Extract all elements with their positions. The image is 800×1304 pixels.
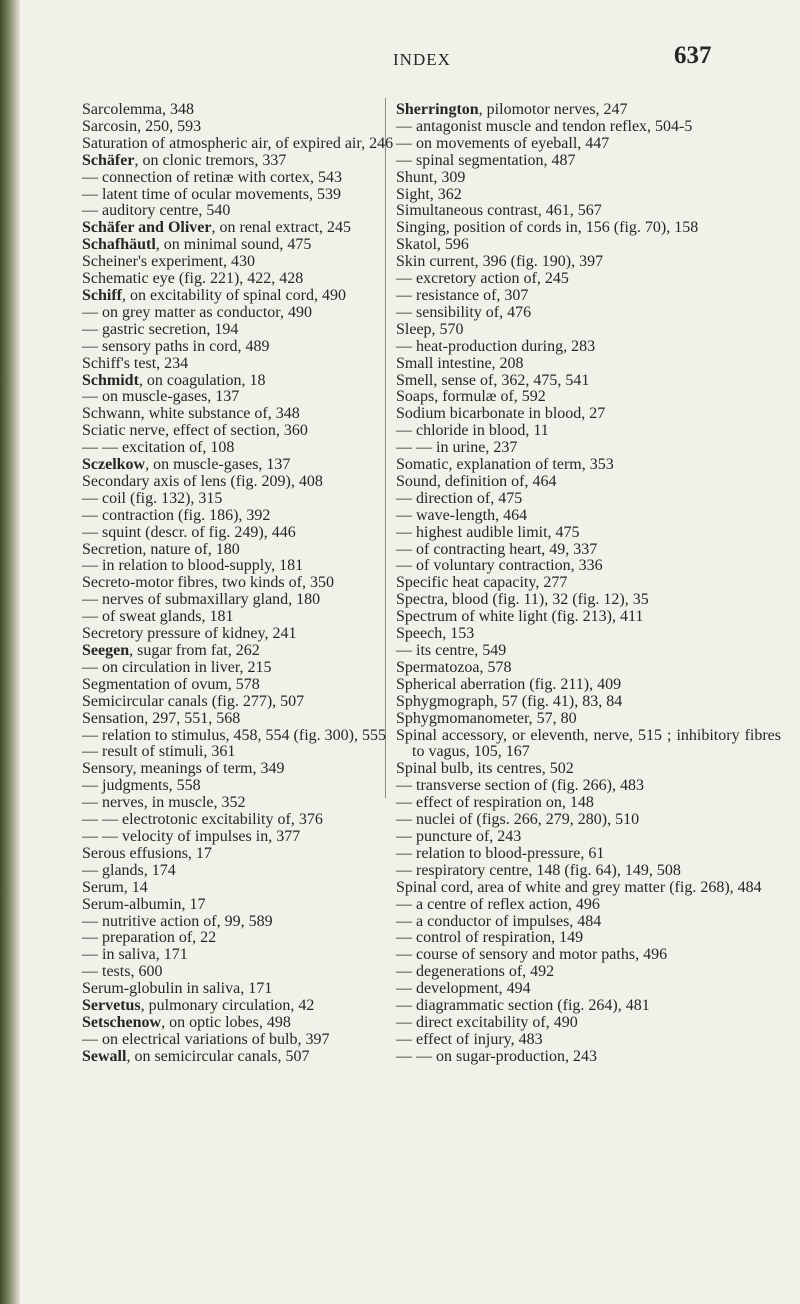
index-entry-text: Shunt, 309 bbox=[396, 168, 466, 186]
index-entry-text: — sensory paths in cord, 489 bbox=[82, 337, 270, 355]
index-entry-text: Sight, 362 bbox=[396, 185, 462, 203]
page-number: 637 bbox=[674, 42, 712, 69]
index-entry-text: Sensory, meanings of term, 349 bbox=[82, 760, 285, 778]
index-column-right bbox=[396, 102, 781, 1066]
index-entry bbox=[396, 609, 781, 626]
index-entry bbox=[396, 863, 781, 880]
index-entry-author: Sczelkow bbox=[82, 456, 146, 474]
index-entry-text: — chloride in blood, 11 bbox=[396, 422, 549, 440]
index-entry-text: Smell, sense of, 362, 475, 541 bbox=[396, 371, 590, 389]
index-entry-author: Sherrington bbox=[396, 101, 479, 118]
index-entry bbox=[396, 288, 781, 305]
index-entry-text: — course of sensory and motor paths, 496 bbox=[396, 946, 668, 964]
index-entry-text: — coil (fig. 132), 315 bbox=[82, 489, 223, 507]
index-entry-text: — tests, 600 bbox=[82, 963, 163, 981]
index-entry bbox=[396, 389, 781, 406]
index-entry-text: , on minimal sound, 475 bbox=[155, 236, 312, 254]
index-entry-text: — — on sugar-production, 243 bbox=[396, 1047, 597, 1065]
index-entry-text: — a centre of reflex action, 496 bbox=[396, 895, 600, 913]
index-entry-text: — — in urine, 237 bbox=[396, 439, 518, 457]
index-entry-text: — of contracting heart, 49, 337 bbox=[396, 540, 598, 558]
index-entry-text: Spermatozoa, 578 bbox=[396, 658, 512, 676]
index-entry bbox=[396, 373, 781, 390]
index-entry bbox=[396, 964, 781, 981]
index-entry-text: Simultaneous contrast, 461, 567 bbox=[396, 202, 602, 220]
index-entry-text: Schwann, white substance of, 348 bbox=[82, 405, 300, 423]
index-entry bbox=[396, 508, 781, 525]
index-entry-text: — latent time of ocular movements, 539 bbox=[82, 185, 342, 203]
index-entry bbox=[396, 795, 781, 812]
index-entry-text: — on grey matter as conductor, 490 bbox=[82, 303, 312, 321]
index-entry-text: — control of respiration, 149 bbox=[396, 929, 584, 947]
index-entry-text: — on circulation in liver, 215 bbox=[82, 658, 272, 676]
index-entry-text: — highest audible limit, 475 bbox=[396, 523, 580, 541]
index-entry-text: — development, 494 bbox=[396, 980, 531, 998]
index-entry bbox=[396, 220, 781, 237]
index-entry bbox=[396, 271, 781, 288]
index-entry-text: Sphygmomanometer, 57, 80 bbox=[396, 709, 577, 727]
index-entry-text: , on clonic tremors, 337 bbox=[134, 151, 287, 169]
index-entry bbox=[396, 136, 781, 153]
index-entry bbox=[396, 1032, 781, 1049]
index-entry-text: Sodium bicarbonate in blood, 27 bbox=[396, 405, 606, 423]
index-entry-text: — result of stimuli, 361 bbox=[82, 743, 236, 761]
index-entry-text: — preparation of, 22 bbox=[82, 929, 217, 947]
index-entry-text: , on optic lobes, 498 bbox=[161, 1013, 291, 1031]
index-entry bbox=[396, 339, 781, 356]
index-entry-text: — nerves, in muscle, 352 bbox=[82, 794, 246, 812]
index-entry-text: — on muscle-gases, 137 bbox=[82, 388, 240, 406]
index-entry-text: Schiff's test, 234 bbox=[82, 354, 189, 372]
index-entry-text: — puncture of, 243 bbox=[396, 827, 522, 845]
index-entry-text: Small intestine, 208 bbox=[396, 354, 524, 372]
index-entry-text: Spectrum of white light (fig. 213), 411 bbox=[396, 608, 644, 626]
index-entry-text: — glands, 174 bbox=[82, 861, 176, 879]
index-entry-text: — relation to blood-pressure, 61 bbox=[396, 844, 605, 862]
index-entry-text: Specific heat capacity, 277 bbox=[396, 574, 568, 592]
index-entry-text: Secretory pressure of kidney, 241 bbox=[82, 625, 297, 643]
index-entry-text: — degenerations of, 492 bbox=[396, 963, 555, 981]
index-entry-text: Sarcolemma, 348 bbox=[82, 101, 194, 118]
index-entry-text: — gastric secretion, 194 bbox=[82, 320, 239, 338]
index-entry-text: Sciatic nerve, effect of section, 360 bbox=[82, 422, 308, 440]
index-entry-text: Sarcosin, 250, 593 bbox=[82, 117, 202, 135]
index-entry-text: — — electrotonic excitability of, 376 bbox=[82, 811, 323, 829]
index-entry bbox=[396, 254, 781, 271]
index-entry bbox=[396, 1049, 781, 1066]
index-entry-text: , sugar from fat, 262 bbox=[129, 642, 260, 659]
index-entry-text: Soaps, formulæ of, 592 bbox=[396, 388, 546, 406]
index-entry-text: , on coagulation, 18 bbox=[138, 371, 266, 389]
index-entry bbox=[396, 677, 781, 694]
index-entry-text: — nutritive action of, 99, 589 bbox=[82, 912, 273, 930]
index-entry-text: — nuclei of (figs. 266, 279, 280), 510 bbox=[396, 811, 640, 829]
index-entry-author: Setschenow bbox=[82, 1013, 162, 1031]
index-entry-text: — contraction (fig. 186), 392 bbox=[82, 506, 271, 524]
index-entry-text: — judgments, 558 bbox=[82, 777, 201, 795]
index-entry-text: — effect of injury, 483 bbox=[396, 1030, 543, 1048]
index-entry-text: Secretion, nature of, 180 bbox=[82, 540, 240, 558]
index-entry bbox=[396, 305, 781, 322]
index-entry-text: , pulmonary circulation, 42 bbox=[140, 997, 315, 1015]
index-entry-text: — auditory centre, 540 bbox=[82, 202, 231, 220]
page-header bbox=[20, 42, 800, 82]
index-entry-text: — in saliva, 171 bbox=[82, 946, 188, 964]
index-entry-text: , on muscle-gases, 137 bbox=[145, 456, 291, 474]
index-entry-text: Spinal bulb, its centres, 502 bbox=[396, 760, 574, 778]
index-entry-text: Singing, position of cords in, 156 (fig. 70), 158 bbox=[396, 219, 699, 237]
index-entry-text: Secondary axis of lens (fig. 209), 408 bbox=[82, 472, 323, 490]
index-entry-text: Serum-albumin, 17 bbox=[82, 895, 206, 913]
index-entry-text: Serum-globulin in saliva, 171 bbox=[82, 980, 273, 998]
index-entry bbox=[396, 947, 781, 964]
index-entry bbox=[396, 525, 781, 542]
index-entry bbox=[396, 575, 781, 592]
index-entry-text: — effect of respiration on, 148 bbox=[396, 794, 594, 812]
index-entry-text: , on excitability of spinal cord, 490 bbox=[122, 286, 346, 304]
index-entry bbox=[396, 694, 781, 711]
index-entry-text: Sleep, 570 bbox=[396, 320, 464, 338]
index-entry bbox=[396, 897, 781, 914]
index-entry-text: — its centre, 549 bbox=[396, 642, 507, 659]
index-entry-text: — in relation to blood-supply, 181 bbox=[82, 557, 304, 575]
index-entry-text: , on renal extract, 245 bbox=[211, 219, 351, 237]
index-entry-text: Segmentation of ovum, 578 bbox=[82, 675, 260, 693]
index-entry-text: — wave-length, 464 bbox=[396, 506, 528, 524]
index-entry bbox=[396, 728, 781, 762]
book-spine-edge bbox=[0, 0, 20, 1304]
index-entry-author: Schiff bbox=[82, 286, 122, 304]
index-entry bbox=[396, 914, 781, 931]
index-entry bbox=[396, 643, 781, 660]
index-entry-text: — direct excitability of, 490 bbox=[396, 1013, 578, 1031]
running-head: INDEX bbox=[393, 50, 451, 69]
index-entry bbox=[396, 356, 781, 373]
index-entry-text: — a conductor of impulses, 484 bbox=[396, 912, 602, 930]
index-entry-text: — on electrical variations of bulb, 397 bbox=[82, 1030, 330, 1048]
index-entry bbox=[396, 880, 781, 897]
index-entry-text: — heat-production during, 283 bbox=[396, 337, 596, 355]
index-entry bbox=[396, 457, 781, 474]
index-entry-text: Saturation of atmospheric air, of expired air, 246 bbox=[82, 134, 394, 152]
index-entry-text: Sound, definition of, 464 bbox=[396, 472, 557, 490]
index-entry bbox=[396, 930, 781, 947]
index-entry bbox=[396, 406, 781, 423]
index-entry bbox=[396, 153, 781, 170]
index-entry-text: — transverse section of (fig. 266), 483 bbox=[396, 777, 644, 795]
index-entry bbox=[396, 626, 781, 643]
index-entry bbox=[396, 761, 781, 778]
index-entry-text: — relation to stimulus, 458, 554 (fig. 300), 555 bbox=[82, 726, 386, 744]
index-entry-text: — diagrammatic section (fig. 264), 481 bbox=[396, 997, 650, 1015]
index-page bbox=[20, 0, 800, 1304]
index-entry bbox=[396, 812, 781, 829]
index-entry-text: — antagonist muscle and tendon reflex, 504-5 bbox=[396, 117, 693, 135]
index-entry-text: — sensibility of, 476 bbox=[396, 303, 532, 321]
index-entry-text: — squint (descr. of fig. 249), 446 bbox=[82, 523, 296, 541]
index-entry bbox=[396, 187, 781, 204]
index-entry bbox=[396, 203, 781, 220]
index-entry-text: , on semicircular canals, 507 bbox=[126, 1047, 310, 1065]
index-entry bbox=[396, 1015, 781, 1032]
index-entry bbox=[396, 440, 781, 457]
index-entry-text: — direction of, 475 bbox=[396, 489, 523, 507]
index-entry bbox=[396, 237, 781, 254]
index-entry-text: Skin current, 396 (fig. 190), 397 bbox=[396, 253, 604, 271]
index-entry-text: — resistance of, 307 bbox=[396, 286, 529, 304]
index-entry-text: Semicircular canals (fig. 277), 507 bbox=[82, 692, 305, 710]
index-entry-text: — on movements of eyeball, 447 bbox=[396, 134, 610, 152]
index-entry-text: Speech, 153 bbox=[396, 625, 475, 643]
index-entry bbox=[396, 474, 781, 491]
index-entry bbox=[396, 423, 781, 440]
index-entry-author: Schafhäutl bbox=[82, 236, 156, 254]
index-entry-author: Seegen bbox=[82, 642, 130, 659]
index-entry bbox=[396, 846, 781, 863]
index-entry-text: Sphygmograph, 57 (fig. 41), 83, 84 bbox=[396, 692, 623, 710]
index-entry-text: — nerves of submaxillary gland, 180 bbox=[82, 591, 321, 609]
index-entry-text: Skatol, 596 bbox=[396, 236, 469, 254]
index-entry-text: Spherical aberration (fig. 211), 409 bbox=[396, 675, 622, 693]
index-entry bbox=[396, 829, 781, 846]
index-entry-author: Servetus bbox=[82, 997, 141, 1015]
index-entry bbox=[396, 660, 781, 677]
index-entry-text: Secreto-motor fibres, two kinds of, 350 bbox=[82, 574, 334, 592]
index-entry-text: Sensation, 297, 551, 568 bbox=[82, 709, 241, 727]
index-entry-author: Schäfer bbox=[82, 151, 135, 169]
index-entry-text: — — excitation of, 108 bbox=[82, 439, 235, 457]
index-entry bbox=[396, 542, 781, 559]
index-entry bbox=[396, 491, 781, 508]
index-entry-text: — respiratory centre, 148 (fig. 64), 149, 508 bbox=[396, 861, 681, 879]
index-entry-text: Spectra, blood (fig. 11), 32 (fig. 12), 35 bbox=[396, 591, 649, 609]
index-entry-text: — of voluntary contraction, 336 bbox=[396, 557, 603, 575]
index-entry-text: Serum, 14 bbox=[82, 878, 148, 896]
index-entry-text: Spinal accessory, or eleventh, nerve, 515 ; inhibitory fibres to vagus, 105, 167 bbox=[396, 726, 781, 761]
index-entry bbox=[396, 558, 781, 575]
index-entry-text: — of sweat glands, 181 bbox=[82, 608, 234, 626]
index-entry-author: Schäfer and Oliver bbox=[82, 219, 212, 237]
index-entry bbox=[396, 778, 781, 795]
index-entry-text: — excretory action of, 245 bbox=[396, 270, 569, 288]
index-entry-text: Somatic, explanation of term, 353 bbox=[396, 456, 614, 474]
index-entry bbox=[396, 711, 781, 728]
index-entry-text: Scheiner's experiment, 430 bbox=[82, 253, 256, 271]
index-entry-author: Schmidt bbox=[82, 371, 139, 389]
index-entry bbox=[396, 592, 781, 609]
index-entry-text: Schematic eye (fig. 221), 422, 428 bbox=[82, 270, 304, 288]
index-entry bbox=[396, 998, 781, 1015]
index-entry-text: Serous effusions, 17 bbox=[82, 844, 212, 862]
index-entry-text: , pilomotor nerves, 247 bbox=[478, 101, 628, 118]
index-entry bbox=[396, 322, 781, 339]
index-entry bbox=[396, 102, 781, 119]
index-entry-text: — — velocity of impulses in, 377 bbox=[82, 827, 301, 845]
index-entry-text: — connection of retinæ with cortex, 543 bbox=[82, 168, 342, 186]
index-entry-text: — spinal segmentation, 487 bbox=[396, 151, 576, 169]
index-entry bbox=[396, 170, 781, 187]
index-entry-author: Sewall bbox=[82, 1047, 127, 1065]
index-entry-text: Spinal cord, area of white and grey matter (fig. 268), 484 bbox=[396, 878, 762, 896]
index-entry bbox=[396, 119, 781, 136]
index-entry bbox=[396, 981, 781, 998]
